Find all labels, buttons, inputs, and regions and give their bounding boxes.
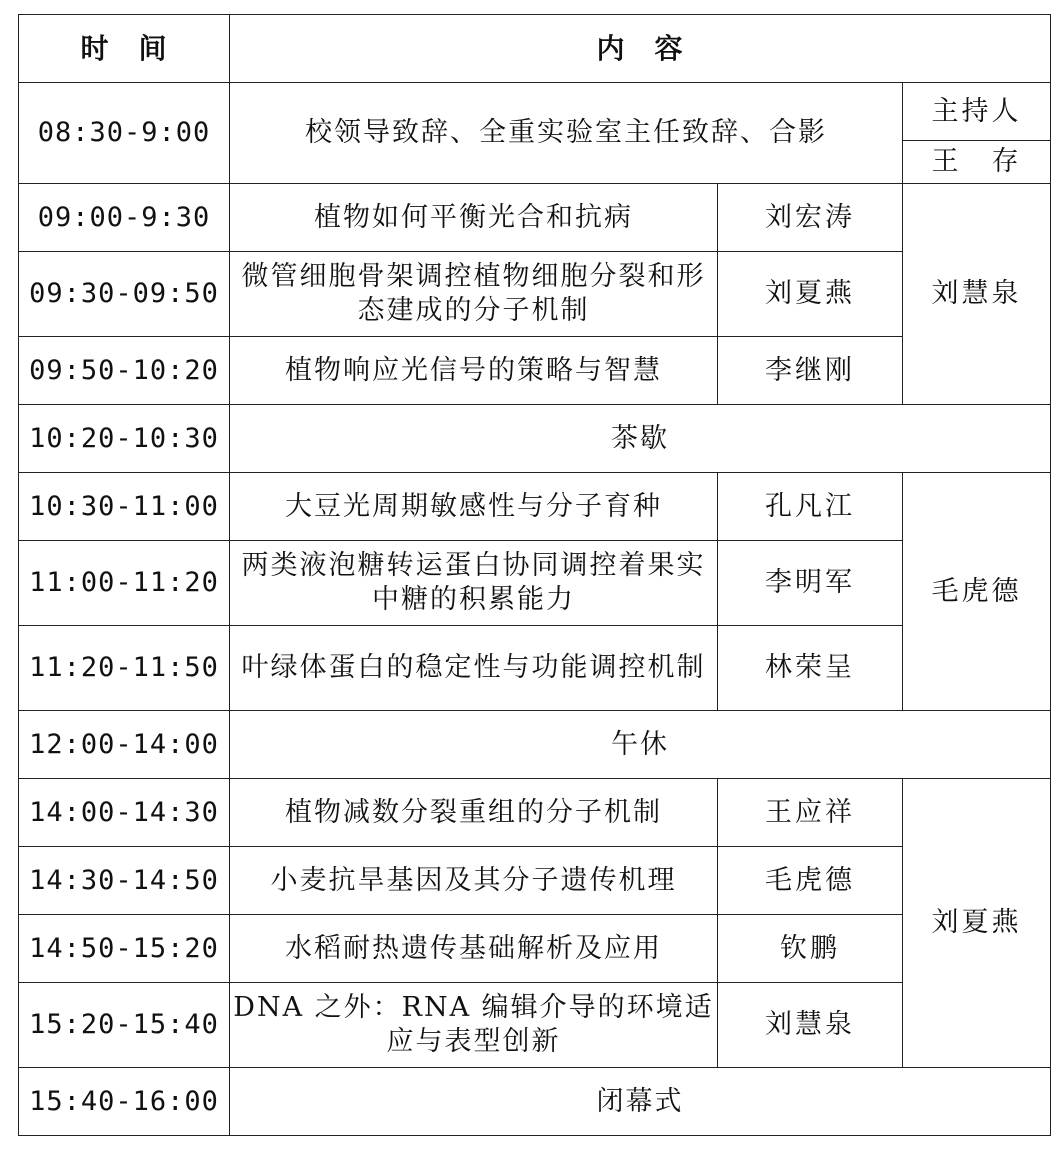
talk-speaker: 林荣呈: [718, 626, 903, 711]
talk-row: [19, 541, 1051, 626]
talk-row: [19, 626, 1051, 711]
talk-time: 14:00-14:30: [19, 779, 230, 847]
talk-speaker: 钦鹏: [718, 915, 903, 983]
talk-row: [19, 983, 1051, 1068]
talk-title: 叶绿体蛋白的稳定性与功能调控机制: [230, 626, 718, 711]
opening-title: 校领导致辞、全重实验室主任致辞、合影: [230, 83, 903, 184]
talk-row: [19, 915, 1051, 983]
talk-speaker: 刘慧泉: [718, 983, 903, 1068]
talk-speaker: 王应祥: [718, 779, 903, 847]
talk-title: 水稻耐热遗传基础解析及应用: [230, 915, 718, 983]
talk-speaker: 刘宏涛: [718, 184, 903, 252]
host-name: 王 存: [903, 141, 1051, 184]
header-time: 时 间: [19, 15, 230, 83]
session-chair: 刘夏燕: [903, 779, 1051, 1068]
talk-title: 植物如何平衡光合和抗病: [230, 184, 718, 252]
talk-time: 14:30-14:50: [19, 847, 230, 915]
talk-row: [19, 779, 1051, 847]
schedule-table: [18, 14, 1051, 1136]
talk-speaker: 孔凡江: [718, 473, 903, 541]
talk-time: 09:50-10:20: [19, 337, 230, 405]
talk-speaker: 毛虎德: [718, 847, 903, 915]
break-label: 茶歇: [230, 405, 1051, 473]
break-time: 12:00-14:00: [19, 711, 230, 779]
talk-speaker: 李明军: [718, 541, 903, 626]
talk-speaker: 李继刚: [718, 337, 903, 405]
talk-row: [19, 473, 1051, 541]
talk-title: 植物响应光信号的策略与智慧: [230, 337, 718, 405]
talk-time: 11:00-11:20: [19, 541, 230, 626]
talk-row: [19, 337, 1051, 405]
talk-time: 09:30-09:50: [19, 252, 230, 337]
talk-speaker: 刘夏燕: [718, 252, 903, 337]
session-chair: 刘慧泉: [903, 184, 1051, 405]
talk-row: [19, 184, 1051, 252]
session-chair: 毛虎德: [903, 473, 1051, 711]
closing-label: 闭幕式: [230, 1068, 1051, 1136]
break-label: 午休: [230, 711, 1051, 779]
opening-row: [19, 83, 1051, 141]
talk-time: 09:00-9:30: [19, 184, 230, 252]
opening-time: 08:30-9:00: [19, 83, 230, 184]
host-label: 主持人: [903, 83, 1051, 141]
break-time: 10:20-10:30: [19, 405, 230, 473]
break-row: [19, 711, 1051, 779]
talk-time: 14:50-15:20: [19, 915, 230, 983]
talk-time: 10:30-11:00: [19, 473, 230, 541]
talk-title: 两类液泡糖转运蛋白协同调控着果实中糖的积累能力: [230, 541, 718, 626]
header-row: [19, 15, 1051, 83]
break-row: [19, 405, 1051, 473]
closing-row: [19, 1068, 1051, 1136]
talk-title: 植物减数分裂重组的分子机制: [230, 779, 718, 847]
talk-title: DNA 之外：RNA 编辑介导的环境适应与表型创新: [230, 983, 718, 1068]
talk-title: 微管细胞骨架调控植物细胞分裂和形态建成的分子机制: [230, 252, 718, 337]
header-content: 内 容: [230, 15, 1051, 83]
talk-row: [19, 252, 1051, 337]
closing-time: 15:40-16:00: [19, 1068, 230, 1136]
talk-row: [19, 847, 1051, 915]
talk-title: 小麦抗旱基因及其分子遗传机理: [230, 847, 718, 915]
talk-time: 11:20-11:50: [19, 626, 230, 711]
talk-title: 大豆光周期敏感性与分子育种: [230, 473, 718, 541]
talk-time: 15:20-15:40: [19, 983, 230, 1068]
